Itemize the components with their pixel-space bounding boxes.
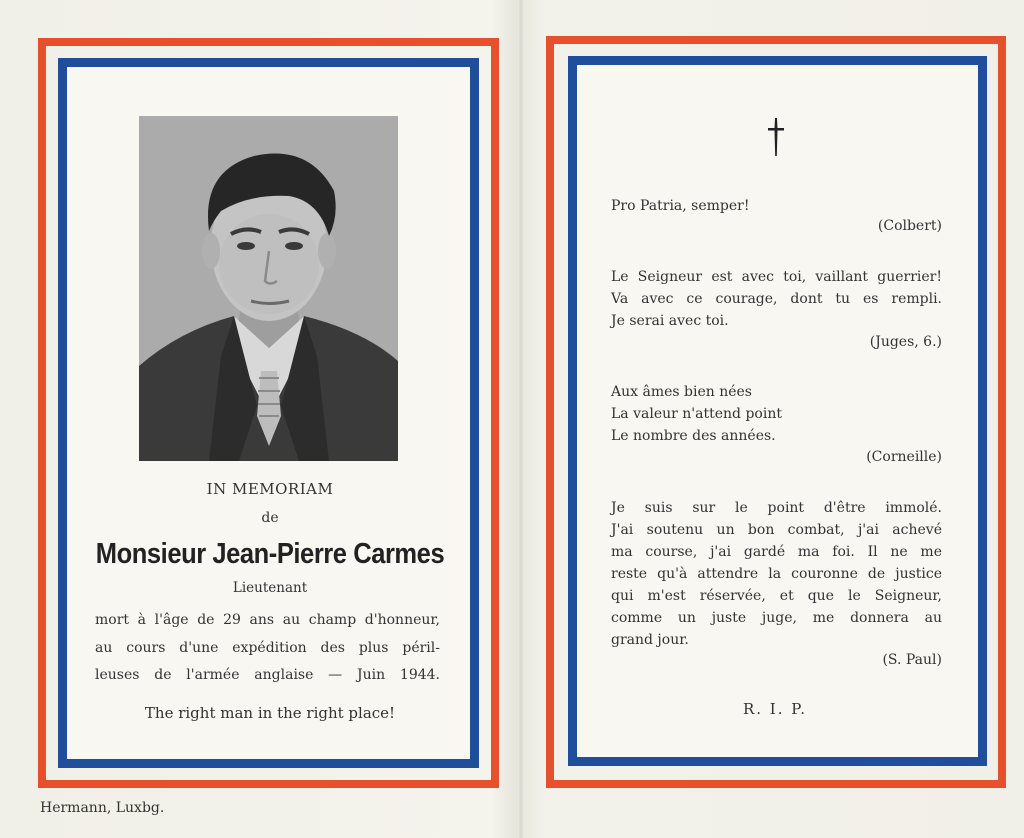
quote-line: grand jour. bbox=[611, 632, 689, 648]
quote-line: qui m'est réservée, et que le Seigneur, bbox=[611, 588, 942, 604]
cross-icon bbox=[764, 116, 788, 158]
rank-text: Lieutenant bbox=[232, 580, 308, 596]
quote-line: ma course, j'ai gardé ma foi. Il ne me bbox=[611, 544, 942, 560]
quote-source: (Corneille) bbox=[866, 449, 942, 465]
quote-line: Pro Patria, semper! bbox=[611, 198, 750, 214]
in-memoriam-heading: IN MEMORIAM bbox=[206, 480, 334, 498]
quote-line: La valeur n'attend point bbox=[611, 406, 782, 422]
bio-line: au cours d'une expédition des plus péril- bbox=[95, 640, 440, 656]
quote-line: J'ai soutenu un bon combat, j'ai achevé bbox=[611, 522, 942, 538]
quote-line: Je serai avec toi. bbox=[611, 313, 729, 329]
rip-text: R. I. P. bbox=[742, 700, 808, 718]
deceased-name: Monsieur Jean-Pierre Carmes bbox=[95, 538, 445, 570]
printer-imprint: Hermann, Luxbg. bbox=[40, 800, 165, 816]
motto-text: The right man in the right place! bbox=[144, 704, 396, 722]
quote-line: Le nombre des années. bbox=[611, 428, 776, 444]
quote-line: Aux âmes bien nées bbox=[611, 384, 752, 400]
quote-source: (Juges, 6.) bbox=[869, 334, 942, 350]
bio-line: leuses de l'armée anglaise — Juin 1944. bbox=[95, 667, 440, 683]
quote-source: (S. Paul) bbox=[882, 652, 942, 668]
center-fold bbox=[519, 0, 523, 838]
de-text: de bbox=[261, 510, 279, 526]
quote-line: comme un juste juge, me donnera au bbox=[611, 610, 942, 626]
quote-source: (Colbert) bbox=[877, 218, 942, 234]
quote-line: Le Seigneur est avec toi, vaillant guerrier! bbox=[611, 269, 942, 285]
quote-line: reste qu'à attendre la couronne de justice bbox=[611, 566, 942, 582]
portrait-photo bbox=[139, 116, 398, 461]
bio-line: mort à l'âge de 29 ans au champ d'honneur, bbox=[95, 612, 440, 628]
quote-line: Va avec ce courage, dont tu es rempli. bbox=[611, 291, 942, 307]
quote-line: Je suis sur le point d'être immolé. bbox=[611, 500, 942, 516]
